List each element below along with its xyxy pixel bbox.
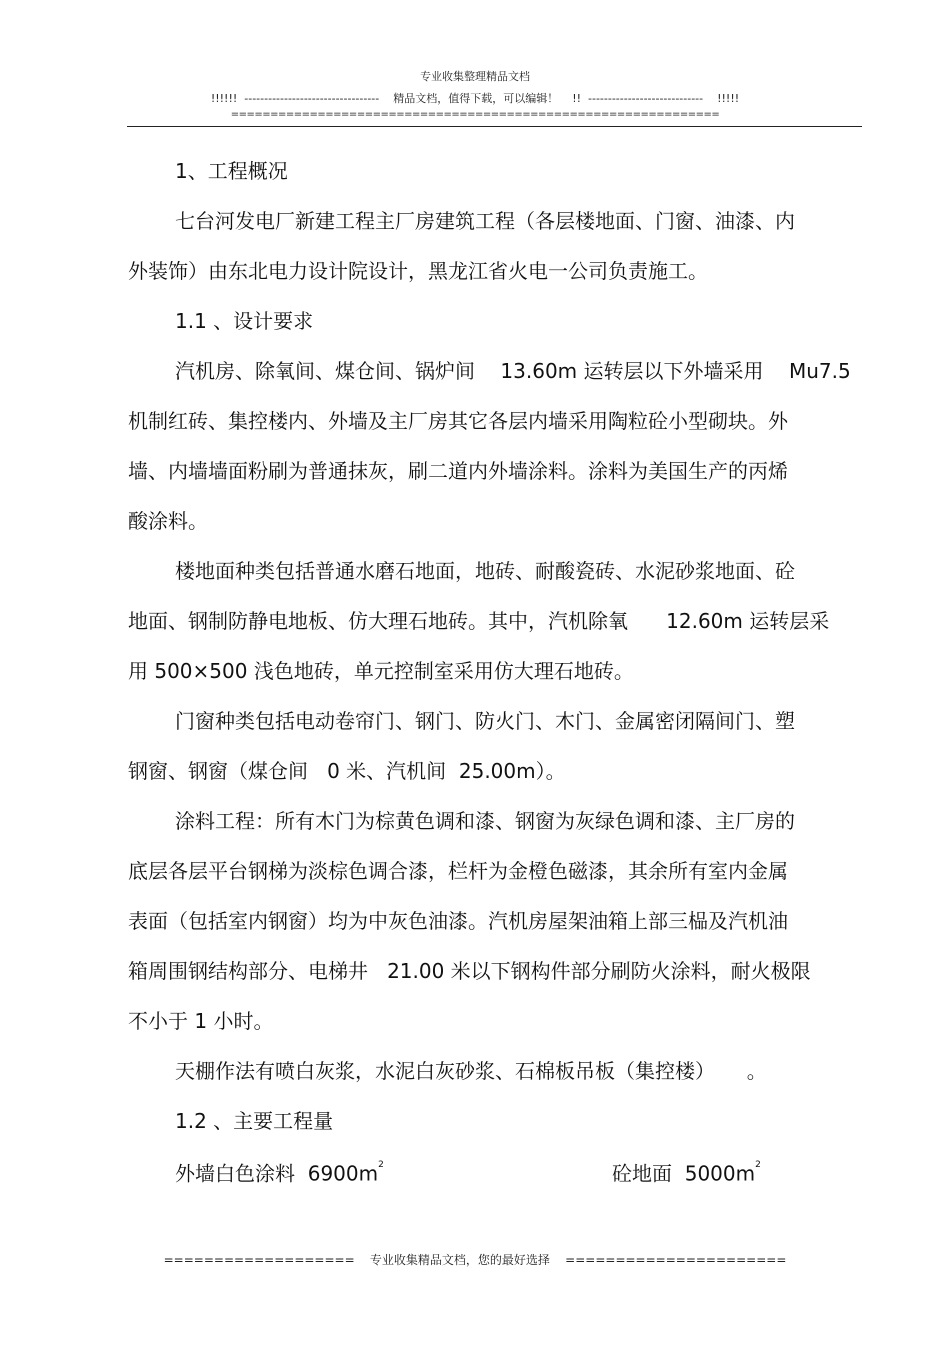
- door-line-1: 门窗种类包括电动卷帘门、钢门、防火门、木门、金属密闭隔间门、塑: [175, 709, 795, 733]
- paint-line-2: 底层各层平台钢梯为淡棕色调合漆，栏杆为金橙色磁漆，其余所有室内金属: [128, 859, 788, 883]
- section-heading-overview: 1、工程概况: [175, 159, 288, 183]
- section-heading-quantities: 1.2 、主要工程量: [175, 1109, 334, 1133]
- header-divider: [127, 126, 862, 127]
- intro-line-1: 七台河发电厂新建工程主厂房建筑工程（各层楼地面、门窗、油漆、内: [175, 209, 795, 233]
- quantity-concrete-floor: [612, 1159, 761, 1186]
- quantity-exterior-paint: [175, 1159, 384, 1186]
- floor-line-1: 楼地面种类包括普通水磨石地面，地砖、耐酸瓷砖、水泥砂浆地面、砼: [175, 559, 795, 583]
- paint-line-4: 箱周围钢结构部分、电梯井 21.00 米以下钢构件部分刷防火涂料，耐火极限: [128, 959, 811, 983]
- paint-line-5: 不小于 1 小时。: [128, 1009, 274, 1033]
- footer-text: =================== 专业收集精品文档，您的最好选择 ======================: [163, 1253, 787, 1267]
- quantity-concrete-floor-text: 砼地面 5000m: [612, 1161, 756, 1186]
- header-title: 专业收集整理精品文档: [420, 70, 530, 83]
- floor-line-2: 地面、钢制防静电地板、仿大理石地砖。其中，汽机除氧 12.60m 运转层采: [128, 609, 830, 633]
- ceiling-line-1: 天棚作法有喷白灰浆，水泥白灰砂浆、石棉板吊板（集控楼） 。: [175, 1059, 767, 1083]
- wall-line-3: 墙、内墙墙面粉刷为普通抹灰，刷二道内外墙涂料。涂料为美国生产的丙烯: [128, 459, 788, 483]
- header-tagline: !!!!!! ---------------------------------- 精品文档，值得下载，可以编辑！ !! ----------------------------- !!!!!: [210, 92, 740, 105]
- wall-line-4: 酸涂料。: [128, 509, 208, 533]
- intro-line-2: 外装饰）由东北电力设计院设计，黑龙江省火电一公司负责施工。: [128, 259, 708, 283]
- section-heading-design: 1.1 、设计要求: [175, 309, 314, 333]
- unit-superscript: 2: [755, 1160, 761, 1170]
- door-line-2: 钢窗、钢窗（煤仓间 0 米、汽机间 25.00m）。: [128, 759, 566, 783]
- quantity-exterior-paint-text: 外墙白色涂料 6900m: [175, 1161, 379, 1186]
- header-rule: ==============================================================: [230, 109, 720, 120]
- paint-line-1: 涂料工程：所有木门为棕黄色调和漆、钢窗为灰绿色调和漆、主厂房的: [175, 809, 795, 833]
- wall-line-2: 机制红砖、集控楼内、外墙及主厂房其它各层内墙采用陶粒砼小型砌块。外: [128, 409, 788, 433]
- paint-line-3: 表面（包括室内钢窗）均为中灰色油漆。汽机房屋架油箱上部三榀及汽机油: [128, 909, 788, 933]
- wall-line-1: 汽机房、除氧间、煤仓间、锅炉间 13.60m 运转层以下外墙采用 Mu7.5: [175, 359, 851, 383]
- unit-superscript: 2: [378, 1160, 384, 1170]
- floor-line-3: 用 500×500 浅色地砖，单元控制室采用仿大理石地砖。: [128, 659, 634, 683]
